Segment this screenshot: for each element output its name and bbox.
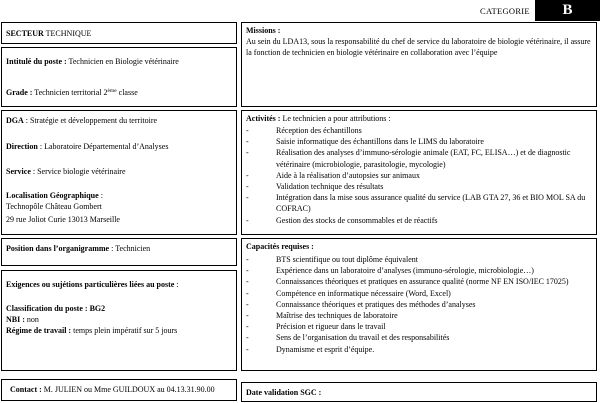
capacite-item: - Connaissance théoriques et pratiques des méthodes d’analyses — [246, 299, 592, 310]
direction-value: : Laboratoire Départemental d’Analyses — [37, 142, 169, 151]
activite-item: - Validation technique des résultats — [246, 181, 592, 192]
grade-value-post: classe — [116, 88, 138, 97]
regime-value: temps plein impératif sur 5 jours — [71, 326, 178, 335]
exigences-label: Exigences ou sujétions particulières liées au poste — [6, 280, 175, 289]
categorie-value: B — [535, 0, 600, 21]
secteur-label: SECTEUR — [6, 29, 44, 38]
poste-box — [1, 47, 237, 107]
dga-value: : Stratégie et développement du territoire — [23, 116, 158, 125]
address-line2: 29 rue Joliot Curie 13013 Marseille — [6, 215, 120, 224]
address-line1: Technopôle Château Gombert — [6, 202, 102, 211]
intitule-value: Technicien en Biologie vétérinaire — [66, 57, 179, 66]
exigences-box — [1, 270, 237, 371]
activite-item: - Intégration dans la mise sous assurance qualité du service (LAB GTA 27, 36 et BIO MOL SA du COFRAC) — [246, 192, 592, 214]
grade-sup: ème — [107, 88, 117, 94]
missions-text: Au sein du LDA13, sous la responsabilité du chef de service du laboratoire de biologie vétérinaire, il assure la fonction de technicien en biologie vétérinaire en collaboration avec l’équipe — [246, 37, 591, 57]
missions-label: Missions : — [246, 26, 281, 35]
activite-item: - Gestion des stocks de consommables et de réactifs — [246, 215, 592, 226]
nbi-label: NBI : — [6, 315, 25, 324]
organisation-box — [1, 110, 237, 235]
contact-value: M. JULIEN ou Mme GUILDOUX au 04.13.31.90.00 — [41, 385, 215, 394]
capacites-box — [241, 238, 597, 371]
capacite-item: - BTS scientifique ou tout diplôme équivalent — [246, 254, 592, 265]
validation-label: Date validation SGC : — [246, 388, 322, 397]
activites-intro: Le technicien a pour attributions : — [280, 114, 391, 123]
secteur-box — [1, 22, 237, 44]
organigramme-label: Position dans l’organigramme — [6, 244, 110, 253]
localisation-colon: : — [98, 191, 103, 200]
capacite-item: - Sens de l’organisation du travail et des responsabilités — [246, 332, 592, 343]
grade-label: Grade : — [6, 88, 33, 97]
contact-label: Contact : — [10, 385, 42, 394]
service-label: Service — [6, 167, 31, 176]
activite-item: - Réalisation des analyses d’immuno-sérologie animale (EAT, FC, ELISA…) et de diagnostic vétérinaire (microbiologie, parasitologie, mycologie) — [246, 147, 592, 169]
validation-box — [241, 382, 597, 402]
capacite-item: - Dynamisme et esprit d’équipe. — [246, 344, 592, 355]
activite-item: - Saisie informatique des échantillons dans le LIMS du laboratoire — [246, 136, 592, 147]
activites-label: Activités : — [246, 114, 281, 123]
capacite-item: - Compétence en informatique nécessaire (Word, Excel) — [246, 288, 592, 299]
capacites-list — [246, 254, 592, 355]
missions-box — [241, 22, 597, 107]
nbi-value: non — [24, 315, 39, 324]
classification-label: Classification du poste : BG2 — [6, 304, 106, 313]
secteur-value: TECHNIQUE — [45, 29, 92, 38]
capacite-item: - Connaissances théoriques et pratiques en assurance qualité (norme NF EN ISO/IEC 17025) — [246, 276, 592, 287]
contact-box — [1, 379, 237, 401]
activite-item: - Aide à la réalisation d’autopsies sur animaux — [246, 170, 592, 181]
organigramme-value: : Technicien — [109, 244, 151, 253]
regime-label: Régime de travail : — [6, 326, 72, 335]
direction-label: Direction — [6, 142, 38, 151]
capacite-item: - Expérience dans un laboratoire d’analyses (immuno-sérologie, microbiologie…) — [246, 265, 592, 276]
intitule-label: Intitulé du poste : — [6, 57, 67, 66]
capacite-item: - Précision et rigueur dans le travail — [246, 321, 592, 332]
categorie-label: CATEGORIE — [480, 6, 530, 16]
capacite-item: - Maîtrise des techniques de laboratoire — [246, 310, 592, 321]
service-value: : Service biologie vétérinaire — [30, 167, 126, 176]
dga-label: DGA — [6, 116, 24, 125]
localisation-label: Localisation Géographique — [6, 191, 99, 200]
activites-list — [246, 125, 592, 226]
grade-value-pre: Technicien territorial 2 — [32, 88, 108, 97]
activites-box — [241, 110, 597, 235]
exigences-label-colon: : — [174, 280, 179, 289]
organigramme-box — [1, 238, 237, 266]
capacites-label: Capacités requises : — [246, 242, 314, 251]
activite-item: - Réception des échantillons — [246, 125, 592, 136]
